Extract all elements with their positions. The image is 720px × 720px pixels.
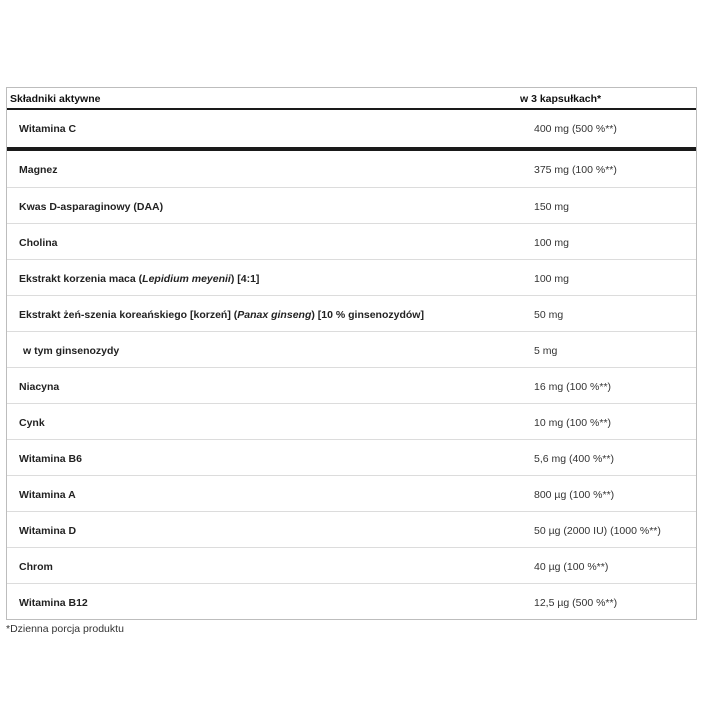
ingredient-amount: 16 mg (100 %**) (534, 381, 612, 393)
table-row (7, 332, 696, 368)
table-row (7, 440, 696, 476)
latin-name: Lepidium meyenii (142, 273, 231, 285)
ingredient-amount: 40 µg (100 %**) (534, 561, 609, 573)
ingredient-name: Cholina (19, 237, 58, 249)
table-row (7, 224, 696, 260)
table-row (7, 404, 696, 440)
ingredient-name-part: Ekstrakt korzenia maca ( (19, 273, 143, 285)
ingredient-amount: 50 µg (2000 IU) (1000 %**) (534, 525, 661, 537)
ingredient-name-part: ) [10 % ginsenozydów] (311, 309, 424, 321)
ingredient-name (19, 309, 424, 321)
table-row (7, 548, 696, 584)
table-row (7, 110, 696, 151)
table-row (7, 584, 696, 619)
ingredient-name: Witamina A (19, 489, 76, 501)
table-header (7, 88, 696, 110)
table-row (7, 512, 696, 548)
ingredient-name: Chrom (19, 561, 53, 573)
table-row (7, 260, 696, 296)
header-ingredients: Składniki aktywne (10, 93, 101, 105)
ingredient-name: Witamina B12 (19, 597, 88, 609)
ingredient-amount: 12,5 µg (500 %**) (534, 597, 618, 609)
table-row (7, 368, 696, 404)
footnote: *Dzienna porcja produktu (6, 623, 124, 635)
header-amount: w 3 kapsułkach* (520, 93, 602, 105)
ingredient-amount: 5 mg (534, 345, 558, 357)
ingredient-name: Magnez (19, 164, 58, 176)
ingredient-name-part: ) [4:1] (230, 273, 260, 285)
ingredients-table (6, 87, 697, 620)
ingredient-name: Cynk (19, 417, 45, 429)
ingredient-name: Witamina D (19, 525, 77, 537)
ingredient-name: w tym ginsenozydy (23, 345, 120, 357)
ingredient-amount: 400 mg (500 %**) (534, 123, 617, 135)
ingredient-amount: 10 mg (100 %**) (534, 417, 612, 429)
table-row (7, 151, 696, 188)
table-row (7, 188, 696, 224)
ingredient-amount: 50 mg (534, 309, 564, 321)
table-row (7, 476, 696, 512)
ingredient-amount: 800 µg (100 %**) (534, 489, 615, 501)
ingredient-amount: 100 mg (534, 237, 570, 249)
ingredient-amount: 100 mg (534, 273, 570, 285)
ingredient-name-part: Ekstrakt żeń-szenia koreańskiego [korzeń] ( (19, 309, 238, 321)
ingredient-amount: 375 mg (100 %**) (534, 164, 617, 176)
ingredient-name: Kwas D-asparaginowy (DAA) (19, 201, 164, 213)
ingredient-amount: 5,6 mg (400 %**) (534, 453, 614, 465)
ingredient-amount: 150 mg (534, 201, 570, 213)
ingredient-name: Witamina B6 (19, 453, 82, 465)
ingredient-name: Niacyna (19, 381, 60, 393)
ingredient-name: Witamina C (19, 123, 77, 135)
latin-name: Panax ginseng (237, 309, 312, 321)
table-row (7, 296, 696, 332)
ingredient-name (19, 273, 259, 285)
